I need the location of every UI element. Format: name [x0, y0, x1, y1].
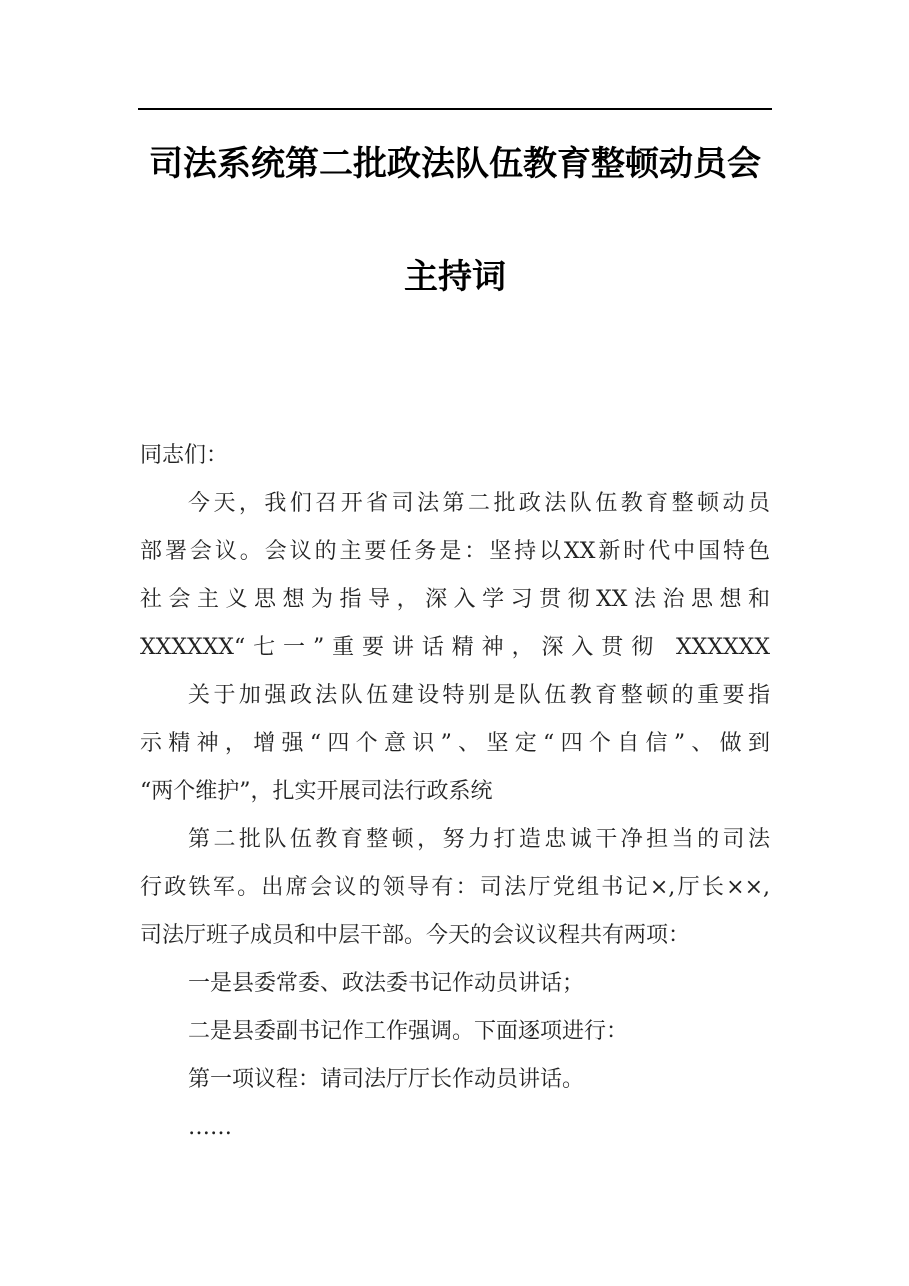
paragraph-line: 部署会议。会议的主要任务是：坚持以XX新时代中国特色	[140, 539, 770, 564]
paragraph-line: “两个维护”，扎实开展司法行政系统	[140, 779, 493, 804]
paragraph-line: 关于加强政法队伍建设特别是队伍教育整顿的重要指	[188, 683, 770, 708]
paragraph-line: 今天，我们召开省司法第二批政法队伍教育整顿动员	[188, 491, 770, 516]
paragraph-line: 司法厅班子成员和中层干部。今天的会议议程共有两项：	[140, 923, 691, 948]
paragraph-line: 行政铁军。出席会议的领导有：司法厅党组书记×,厅长××,	[140, 875, 770, 900]
ellipsis: ……	[188, 1115, 232, 1140]
paragraph-line: 示精神，增强“四个意识”、坚定“四个自信”、做到	[140, 731, 770, 756]
greeting: 同志们：	[140, 443, 229, 468]
paragraph-line: 第二批队伍教育整顿，努力打造忠诚干净担当的司法	[188, 827, 770, 852]
paragraph-line: XXXXXX“七一”重要讲话精神，深入贯彻 XXXXXX	[140, 635, 770, 660]
top-divider-rule	[138, 108, 772, 110]
document-title-line-1: 司法系统第二批政法队伍教育整顿动员会	[149, 144, 761, 184]
paragraph-line: 社会主义思想为指导，深入学习贯彻XX法治思想和	[140, 587, 770, 612]
agenda-first-item: 第一项议程：请司法厅厅长作动员讲话。	[188, 1067, 585, 1092]
agenda-item-1: 一是县委常委、政法委书记作动员讲话；	[188, 971, 585, 996]
agenda-item-2: 二是县委副书记作工作强调。下面逐项进行：	[188, 1019, 629, 1044]
document-title-line-2: 主持词	[404, 257, 506, 297]
